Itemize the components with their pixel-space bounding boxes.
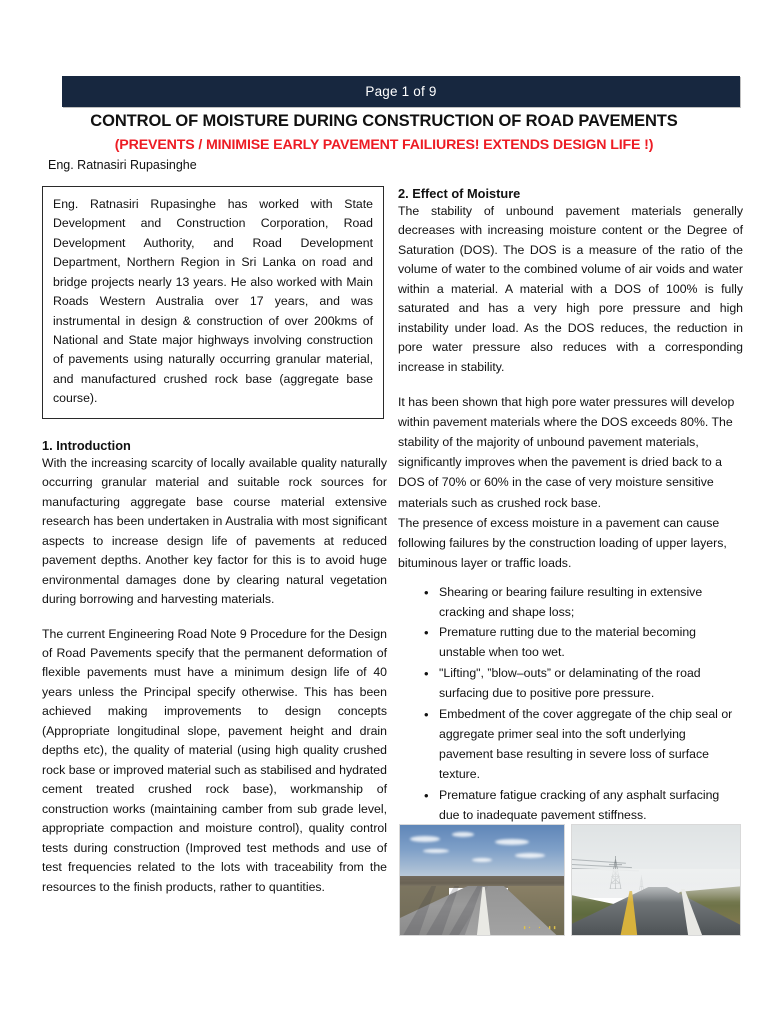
photo-cloud (515, 853, 545, 858)
foggy-highway-photo (571, 824, 741, 936)
section-heading-introduction: 1. Introduction (42, 437, 131, 453)
list-item: • Shearing or bearing failure resulting in extensive cracking and shape loss; (424, 583, 743, 623)
page-number-label: Page 1 of 9 (365, 84, 437, 99)
list-item: • Premature rutting due to the material becoming unstable when too wet. (424, 623, 743, 663)
document-subtitle: (PREVENTS / MINIMISE EARLY PAVEMENT FAILIURES! EXTENDS DESIGN LIFE !) (114, 137, 654, 153)
author-byline: Eng. Ratnasiri Rupasinghe (48, 158, 197, 172)
document-title: CONTROL OF MOISTURE DURING CONSTRUCTION OF ROAD PAVEMENTS (90, 112, 678, 130)
effect-of-moisture-paragraph-3: The presence of excess moisture in a pavement can cause following failures by the construction loading of upper layers, bituminous layer or traffic loads. (398, 515, 727, 570)
sunny-highway-photo (399, 824, 565, 936)
photo-sky (400, 825, 564, 880)
list-item: • "Lifting", ”blow–outs” or delaminating of the road surfacing due to positive pore pressure. (424, 664, 743, 704)
introduction-paragraph-2: The current Engineering Road Note 9 Procedure for the Design of Road Pavements specify that the permanent deformation of flexible pavements must have a minimum design life of 40 years unless the Principal specify otherwise. This has been achieved making improvements to design concepts (Appropriate longitudinal slope, pavement height and drain depths etc), the quality of material (using high quality crushed rock base or improved material such as stabilised and hydrated cement treated crushed rock base), workmanship of construction works (maintaining camber from sub grade level, appropriate compaction and moisture control), quality control tests during construction (Improved test methods and use of test frequencies related to the lots with traceability from the resources to the finish products, rather to quantities. (42, 626, 387, 894)
left-column (42, 186, 387, 897)
effect-of-moisture-paragraph-1: The stability of unbound pavement materials generally decreases with increasing moisture content or the Degree of Saturation (DOS). The DOS is a measure of the ratio of the volume of water to the combined volume of air voids and water within a material. A material with a DOS of 100% is fully saturated and has a very high pore pressure and high instability under load. As the DOS reduces, the reduction in pore water pressure also reduces with a corresponding increase in stability. (398, 204, 743, 374)
author-bio-box (42, 186, 384, 419)
list-item: • Embedment of the cover aggregate of the chip seal or aggregate primer seal into the soft underlying pavement base resulting in severe loss of surface texture. (424, 705, 743, 785)
effect-of-moisture-paragraph-2: It has been shown that high pore water pressures will develop within pavement materials where the DOS exceeds 80%. The stability of the majority of unbound pavement materials, significantly improves when the pavement is dried back to a DOS of 70% or 60% in the case of very moisture sensitive materials such as crushed rock base. (398, 395, 735, 510)
photo-date-stamp: ▮▪ ▪ ▮▮ (522, 925, 558, 931)
list-item: • Premature fatigue cracking of any asphalt surfacing due to inadequate pavement stiffness. (424, 786, 743, 826)
moisture-failure-list (398, 583, 743, 826)
introduction-paragraph-1: With the increasing scarcity of locally available quality naturally occurring granular material and suitable rock sources for manufacturing aggregate base course material extensive research has been undertaken in Australia with most significant aspects to increase design life of pavements at reduced pavement depths. Another key factor for this is to avoid huge environmental damages done by clearing natural vegetation during borrowing and harvesting materials. (42, 455, 387, 607)
right-column (398, 186, 743, 827)
photo-cloud (472, 858, 492, 862)
page-number-banner (62, 76, 740, 107)
photo-cloud (452, 832, 474, 837)
photo-fog-overlay (572, 869, 740, 902)
section-heading-effect-of-moisture: 2. Effect of Moisture (398, 186, 521, 201)
author-bio-text: Eng. Ratnasiri Rupasinghe has worked with State Development and Construction Corporation, Road Development Authority, and Road Development Department, Northern Region in Sri Lanka on road and bridge projects nearly 13 years. He also worked with Main Roads Western Australia over 17 years, and was instrumental in design & construction of over 200kms of National and State major highways involving construction of pavements using naturally occurring granular material, and manufactured crushed rock base (aggregate base course). (53, 197, 373, 406)
photo-cloud (410, 836, 440, 842)
figure-photo-row (399, 824, 741, 936)
